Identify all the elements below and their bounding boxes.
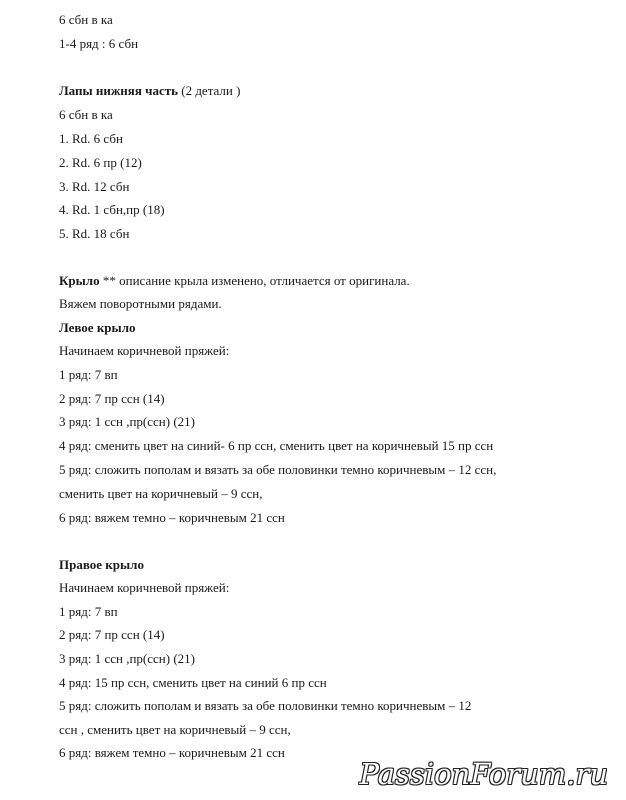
paws-note: (2 детали ) [177,83,241,98]
text-line: 2 ряд: 7 пр ссн (14) [59,391,165,406]
text-line: 3. Rd. 12 сбн [59,179,130,194]
watermark: PassionForum.ru [359,757,608,791]
text-line: 4 ряд: сменить цвет на синий- 6 пр ссн, сменить цвет на коричневый 15 пр ссн [59,438,494,453]
text-line: ссн , сменить цвет на коричневый – 9 ссн, [59,722,291,737]
wing-note: ** описание крыла изменено, отличается от оригинала. [99,273,410,288]
text-line: 4. Rd. 1 сбн,пр (18) [59,202,165,217]
text-line: Начинаем коричневой пряжей: [59,343,230,358]
text-line: 5 ряд: сложить пополам и вязать за обе половинки темно коричневым – 12 ссн, [59,462,497,477]
text-line: 1 ряд: 7 вп [59,367,118,382]
text-line: 6 ряд: вяжем темно – коричневым 21 ссн [59,510,285,525]
paws-heading [59,83,240,99]
text-line: 2. Rd. 6 пр (12) [59,155,142,170]
right-wing-heading: Правое крыло [59,557,144,572]
paws-title: Лапы нижняя часть [59,83,178,98]
text-line: 1 ряд: 7 вп [59,604,118,619]
text-line: 6 сбн в ка [59,12,113,27]
text-line: 4 ряд: 15 пр ссн, сменить цвет на синий 6 пр ссн [59,675,327,690]
text-line: 3 ряд: 1 ссн ,пр(ссн) (21) [59,651,195,666]
text-line: 3 ряд: 1 ссн ,пр(ссн) (21) [59,414,195,429]
text-line: Начинаем коричневой пряжей: [59,580,230,595]
left-wing-heading: Левое крыло [59,320,136,335]
text-line: сменить цвет на коричневый – 9 ссн, [59,486,263,501]
wing-heading [59,273,410,289]
text-line: 6 ряд: вяжем темно – коричневым 21 ссн [59,745,285,760]
text-line: 5. Rd. 18 сбн [59,226,130,241]
text-line: 1. Rd. 6 сбн [59,131,123,146]
text-line: 5 ряд: сложить пополам и вязать за обе половинки темно коричневым – 12 [59,698,472,713]
text-line: 6 сбн в ка [59,107,113,122]
text-line: 2 ряд: 7 пр ссн (14) [59,627,165,642]
text-line: 1-4 ряд : 6 сбн [59,36,139,51]
wing-title: Крыло [59,273,100,288]
text-line: Вяжем поворотными рядами. [59,296,222,311]
